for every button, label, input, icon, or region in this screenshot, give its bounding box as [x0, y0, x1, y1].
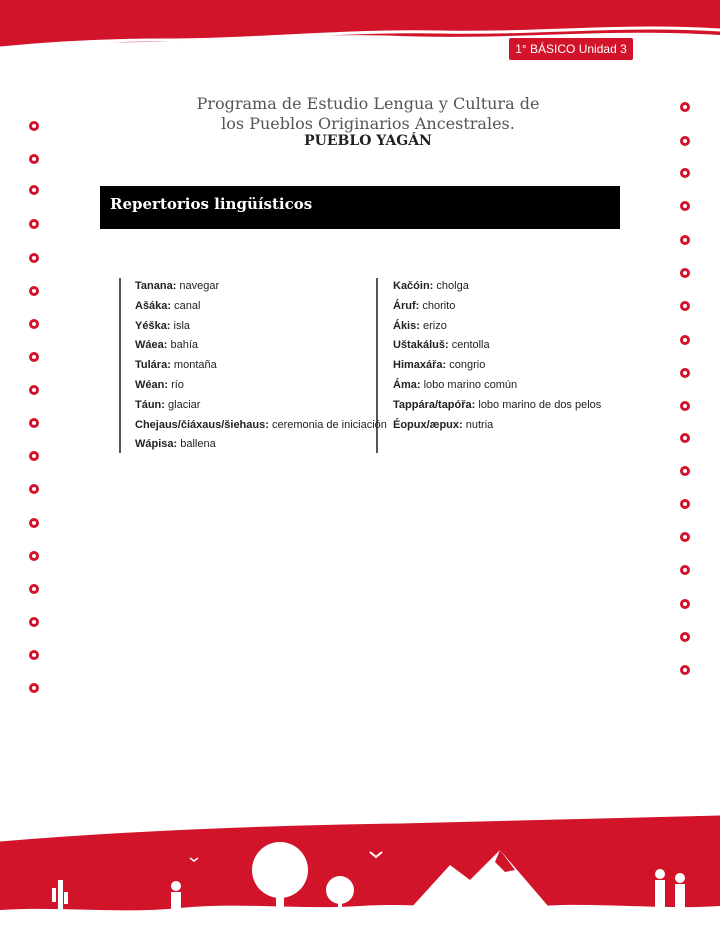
diamond-dot-icon — [680, 136, 690, 146]
diamond-dot-icon — [29, 518, 39, 528]
diamond-dot-icon — [29, 451, 39, 461]
diamond-dot-icon — [680, 335, 690, 345]
diamond-dot-icon — [680, 102, 690, 112]
vocab-term: Éopux/æpux: — [393, 418, 463, 431]
vocab-term: Áruf: — [393, 299, 420, 312]
diamond-dot-icon — [680, 565, 690, 575]
vocab-meaning: congrio — [449, 359, 486, 372]
diamond-dot-icon — [680, 301, 690, 311]
vocab-meaning: chorito — [422, 299, 456, 312]
diamond-dot-icon — [29, 319, 39, 329]
vocab-term: Áma: — [393, 378, 421, 391]
diamond-dot-icon — [29, 617, 39, 627]
people-title: PUEBLO YAGÁN — [304, 133, 432, 149]
vocab-term: Wáea: — [135, 339, 168, 352]
diamond-dot-icon — [680, 532, 690, 542]
diamond-dot-icon — [29, 683, 39, 693]
landscape-illustration — [0, 810, 720, 932]
diamond-dot-icon — [680, 433, 690, 443]
grade-unit-badge: 1° BÁSICO Unidad 3 — [509, 38, 633, 60]
vocab-meaning: ceremonia de iniciación — [271, 418, 387, 431]
vocab-meaning: lobo marino de dos pelos — [478, 398, 602, 411]
vocab-meaning: bahía — [170, 339, 198, 352]
diamond-dot-icon — [680, 368, 690, 378]
diamond-dot-icon — [680, 401, 690, 411]
diamond-dot-icon — [680, 632, 690, 642]
vocab-term: Wéan: — [135, 378, 168, 391]
diamond-dot-icon — [680, 499, 690, 509]
diamond-dot-icon — [29, 185, 39, 195]
diamond-dot-icon — [680, 599, 690, 609]
vocab-meaning: canal — [174, 299, 201, 312]
vocab-meaning: centolla — [451, 339, 490, 352]
section-title: Repertorios lingüísticos — [110, 195, 313, 213]
vocab-term: Tappára/tapóřa: — [393, 398, 476, 411]
program-title-line1: Programa de Estudio Lengua y Cultura de — [196, 94, 540, 113]
vocab-term: Tanana: — [135, 280, 177, 292]
vocab-meaning: lobo marino común — [423, 378, 518, 391]
program-title-line2: los Pueblos Originarios Ancestrales. — [221, 114, 515, 133]
diamond-dot-icon — [29, 650, 39, 660]
diamond-dot-icon — [29, 385, 39, 395]
diamond-dot-icon — [29, 418, 39, 428]
vocab-meaning: montaña — [173, 359, 217, 372]
diamond-dot-icon — [29, 286, 39, 296]
vocab-term: Wápisa: — [135, 438, 178, 451]
vocab-term: Tulára: — [135, 359, 171, 372]
vocab-term: Táun: — [135, 398, 165, 411]
vocab-term: Uštakáluš: — [393, 339, 449, 352]
diamond-dot-icon — [680, 235, 690, 245]
diamond-dot-icon — [29, 551, 39, 561]
diamond-dot-icon — [29, 584, 39, 594]
diamond-dot-icon — [29, 154, 39, 164]
vocab-term: Ákis: — [393, 319, 420, 332]
vocab-meaning: erizo — [422, 319, 447, 332]
vocab-meaning: río — [171, 378, 184, 391]
vocab-meaning: isla — [173, 319, 191, 332]
vocab-term: Kačóin: — [393, 280, 434, 292]
diamond-dot-icon — [680, 268, 690, 278]
diamond-dot-icon — [29, 352, 39, 362]
diamond-dot-icon — [29, 219, 39, 229]
vocab-meaning: nutria — [465, 418, 494, 431]
diamond-dot-icon — [680, 201, 690, 211]
diamond-dot-icon — [29, 253, 39, 263]
diamond-dot-icon — [680, 466, 690, 476]
diamond-dot-icon — [29, 121, 39, 131]
vocab-meaning: navegar — [179, 280, 220, 292]
vocab-term: Ašáka: — [135, 299, 172, 312]
vocab-meaning: glaciar — [168, 398, 201, 411]
vocab-term: Himaxářa: — [393, 359, 447, 372]
diamond-dot-icon — [680, 665, 690, 675]
vocab-term: Chejaus/čiáxaus/šiehaus: — [135, 418, 269, 431]
vocab-meaning: ballena — [180, 438, 216, 451]
diamond-dot-icon — [680, 168, 690, 178]
vocab-term: Yéška: — [135, 319, 171, 332]
vocab-meaning: cholga — [436, 280, 469, 292]
diamond-dot-icon — [29, 484, 39, 494]
